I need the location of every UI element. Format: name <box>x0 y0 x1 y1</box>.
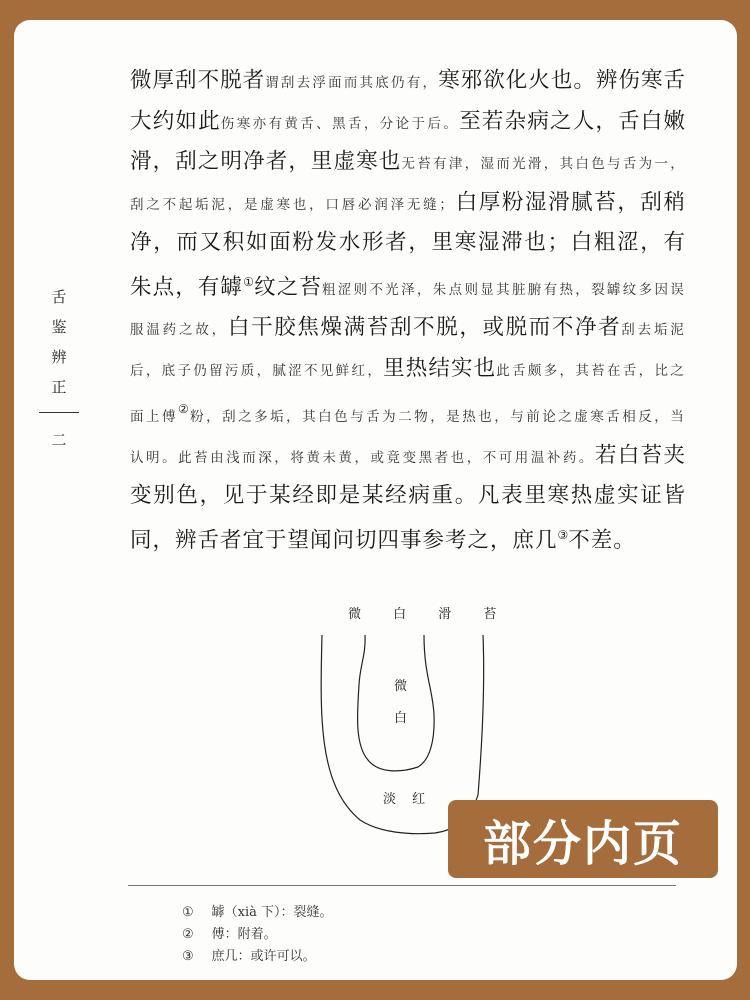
footnote-text: 罅（xià 下）：裂缝。 <box>211 905 333 920</box>
footnote-marker: ① <box>182 905 194 920</box>
annotation-text: 无苔有津，湿而光滑，其白色与舌为一，刮之不起垢泥，是虚寒也，口唇必润泽无缝； <box>130 156 686 213</box>
diagram-label-inner-1: 微 <box>394 679 408 694</box>
footnote-ref: ① <box>243 274 255 289</box>
partial-pages-badge <box>448 800 718 878</box>
footnote-item <box>182 902 333 924</box>
footnote-text: 傅：附着。 <box>211 927 277 942</box>
main-text: 寒邪欲化火也。辨伤寒舌大约如此 <box>130 68 686 134</box>
annotation-text: 粗涩则不光泽，朱点则显其脏腑有热，裂罅纹多因误服温药之故， <box>130 281 686 338</box>
main-text: 微厚刮不脱者 <box>130 68 266 93</box>
annotation-text: 谓刮去浮面而其底仍有， <box>265 75 439 91</box>
running-head-char: 辨 <box>51 348 67 366</box>
page-number: 二 <box>51 431 67 449</box>
main-text: 不差。 <box>568 527 636 553</box>
footnote-ref: ② <box>178 402 191 416</box>
running-head-char: 鉴 <box>51 318 67 336</box>
running-head <box>44 282 74 455</box>
diagram-label-inner-2: 白 <box>394 711 408 726</box>
footnote-text: 庶几：或许可以。 <box>211 949 316 964</box>
footnote-marker: ② <box>182 927 194 942</box>
body-paragraph <box>130 62 686 560</box>
annotation-text: 此舌颇多，其苔在舌，比之面上傅 <box>130 362 686 426</box>
footnote-item <box>182 946 333 968</box>
running-head-divider <box>39 412 79 413</box>
main-text: 白厚粉湿滑腻苔，刮稍净，而又积如面粉发水形者，里寒湿滞也；白粗涩，有朱点，有罅 <box>130 189 686 300</box>
main-text: 纹之苔 <box>254 274 322 300</box>
running-head-char: 正 <box>51 378 67 396</box>
footnote-divider <box>128 885 676 886</box>
main-text: 若白苔夹变别色，见于某经即是某经病重。凡表里寒热虚实证皆同，辨舌者宜于望闻问切四事参考之，庶几 <box>130 442 686 553</box>
annotation-text: 伤寒亦有黄舌、黑舌，分论于后。 <box>220 115 460 132</box>
annotation-text: 刮去垢泥后，底子仍留污质，腻涩不见鲜红， <box>130 322 686 379</box>
footnotes <box>182 902 333 968</box>
running-head-char: 舌 <box>51 288 67 306</box>
main-text: 白干胶焦燥满苔刮不脱，或脱而不净者 <box>228 315 622 340</box>
diagram-label-top: 微 白 滑 苔 <box>348 607 511 622</box>
badge-label: 部分内页 <box>482 815 683 872</box>
footnote-item <box>182 924 333 946</box>
annotation-text: 粉，刮之多垢，其白色与舌为二物，是热也，与前论之虚寒舌相反，当认明。此苔由浅而深，将黄未黄，或竟变黑者也，不可用温补药。 <box>130 409 687 466</box>
main-text: 至若杂病之人，舌白嫩滑，刮之明净者，里虚寒也 <box>130 108 686 174</box>
footnote-ref: ③ <box>557 527 569 542</box>
footnote-marker: ③ <box>182 949 194 964</box>
main-text: 里热结实也 <box>383 355 497 381</box>
diagram-label-outer: 淡 红 <box>383 792 432 807</box>
